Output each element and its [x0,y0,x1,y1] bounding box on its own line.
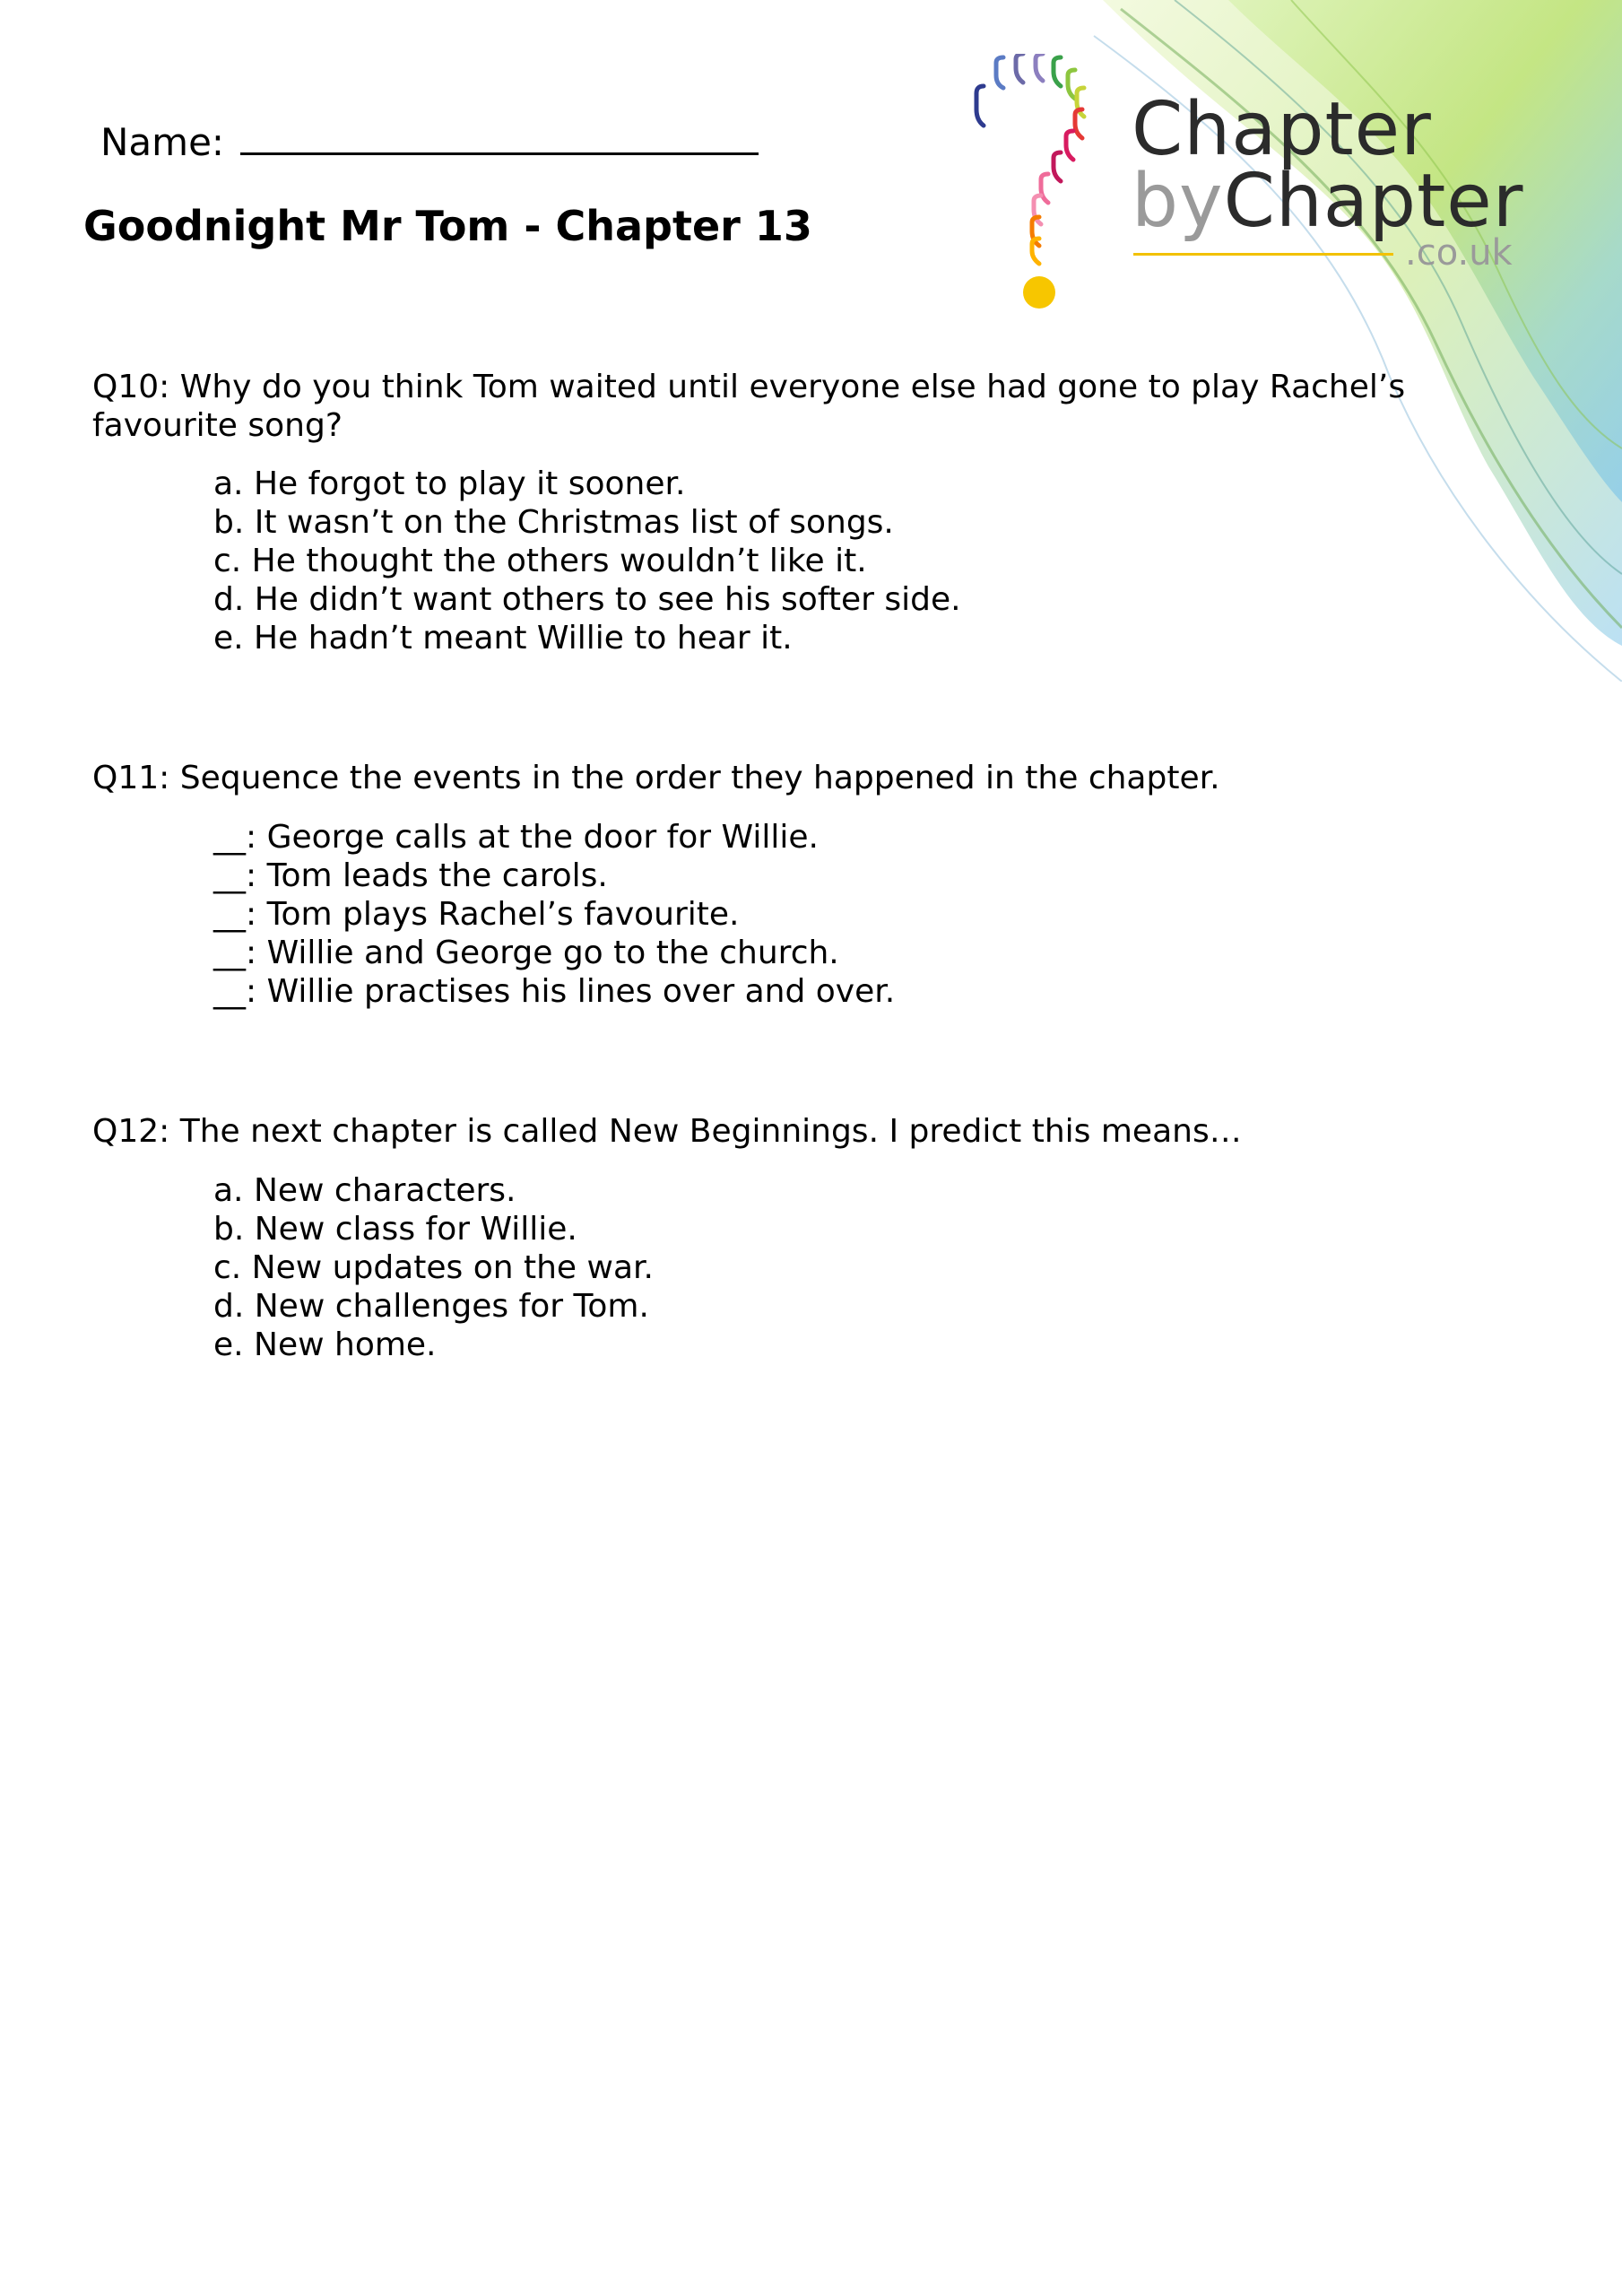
option-list [213,465,961,657]
brand-logo [1132,87,1544,278]
option-item: d. He didn’t want others to see his softer side. [213,581,961,618]
sequence-list [213,818,895,1011]
name-blank-line[interactable] [240,115,759,155]
question-prompt: Q10: Why do you think Tom waited until everyone else had gone to play Rachel’s favourite song? [92,369,1406,444]
option-item: b. It wasn’t on the Christmas list of songs. [213,504,894,541]
logo-question-mark-icon [964,54,1116,314]
sequence-item: __: Tom leads the carols. [213,857,608,894]
option-list [213,1171,654,1364]
sequence-item: __: George calls at the door for Willie. [213,819,819,856]
sequence-item: __: Tom plays Rachel’s favourite. [213,896,740,933]
logo-word-chapter: Chapter [1132,87,1432,172]
question-prompt: Q11: Sequence the events in the order they happened in the chapter. [92,760,1220,796]
question-prompt: Q12: The next chapter is called New Beginnings. I predict this means… [92,1113,1242,1150]
sequence-item: __: Willie practises his lines over and over. [213,973,896,1010]
logo-word-by: by [1132,159,1224,244]
logo-word-bychapter [1132,161,1523,242]
option-item: c. He thought the others wouldn’t like it. [213,543,867,579]
option-item: c. New updates on the war. [213,1249,654,1286]
option-item: a. He forgot to play it sooner. [213,465,686,502]
logo-domain: .co.uk [1405,232,1513,274]
option-item: d. New challenges for Tom. [213,1288,649,1325]
logo-word-chapter-2: Chapter [1223,159,1524,244]
option-item: b. New class for Willie. [213,1211,577,1248]
sequence-item: __: Willie and George go to the church. [213,935,839,971]
name-field [100,115,759,170]
name-label: Name: [100,120,225,164]
option-item: e. He hadn’t meant Willie to hear it. [213,620,793,657]
page-title: Goodnight Mr Tom - Chapter 13 [83,202,812,250]
option-item: a. New characters. [213,1172,516,1209]
option-item: e. New home. [213,1326,437,1363]
logo-underline [1133,253,1393,256]
